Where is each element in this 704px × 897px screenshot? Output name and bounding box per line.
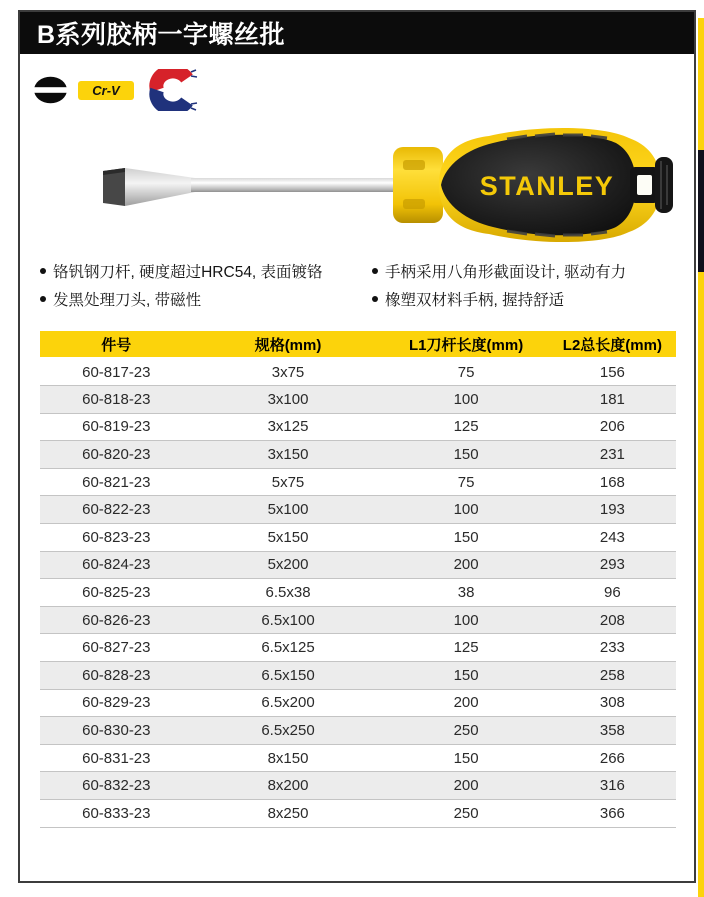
table-row [40, 441, 676, 469]
screwdriver-illustration [95, 115, 675, 253]
value-cell: 233 [549, 634, 676, 662]
feature-text: 橡塑双材料手柄, 握持舒适 [385, 292, 565, 309]
part-number-cell: 60-826-23 [40, 606, 193, 634]
brand-text: STANLEY [479, 171, 615, 201]
table-row [40, 524, 676, 552]
part-number-cell: 60-821-23 [40, 468, 193, 496]
feature-item-left-1 [40, 259, 372, 287]
value-cell: 208 [549, 606, 676, 634]
value-cell: 231 [549, 441, 676, 469]
value-cell: 125 [383, 413, 548, 441]
certification-icons-row [33, 70, 200, 110]
table-row [40, 551, 676, 579]
value-cell: 181 [549, 386, 676, 414]
value-cell: 6.5x38 [193, 579, 384, 607]
value-cell: 200 [383, 689, 548, 717]
value-cell: 308 [549, 689, 676, 717]
value-cell: 266 [549, 744, 676, 772]
crv-badge-label: Cr-V [92, 82, 120, 98]
value-cell: 100 [383, 496, 548, 524]
spec-column-header-2: 规格(mm) [193, 331, 384, 358]
part-number-cell: 60-832-23 [40, 772, 193, 800]
value-cell: 8x250 [193, 800, 384, 828]
value-cell: 258 [549, 662, 676, 690]
part-number-cell: 60-817-23 [40, 358, 193, 386]
value-cell: 3x75 [193, 358, 384, 386]
part-number-cell: 60-833-23 [40, 800, 193, 828]
page-edge-stripe [698, 18, 704, 897]
part-number-cell: 60-829-23 [40, 689, 193, 717]
value-cell: 150 [383, 441, 548, 469]
value-cell: 75 [383, 358, 548, 386]
part-number-cell: 60-822-23 [40, 496, 193, 524]
feature-text: 铬钒钢刀杆, 硬度超过HRC54, 表面镀铬 [53, 264, 323, 281]
table-row [40, 606, 676, 634]
table-row [40, 662, 676, 690]
value-cell: 316 [549, 772, 676, 800]
value-cell: 150 [383, 662, 548, 690]
value-cell: 250 [383, 717, 548, 745]
value-cell: 5x75 [193, 468, 384, 496]
screwdriver-collar [393, 147, 443, 223]
value-cell: 206 [549, 413, 676, 441]
value-cell: 150 [383, 524, 548, 552]
value-cell: 100 [383, 386, 548, 414]
value-cell: 6.5x100 [193, 606, 384, 634]
feature-list [40, 259, 680, 315]
spec-table [40, 331, 676, 828]
bullet-icon [372, 268, 378, 274]
part-number-cell: 60-819-23 [40, 413, 193, 441]
table-row [40, 744, 676, 772]
value-cell: 75 [383, 468, 548, 496]
spec-column-header-4: L2总长度(mm) [549, 331, 676, 358]
title-bar [20, 12, 694, 54]
bullet-icon [372, 296, 378, 302]
table-row [40, 800, 676, 828]
part-number-cell: 60-824-23 [40, 551, 193, 579]
value-cell: 3x125 [193, 413, 384, 441]
part-number-cell: 60-818-23 [40, 386, 193, 414]
value-cell: 3x150 [193, 441, 384, 469]
part-number-cell: 60-830-23 [40, 717, 193, 745]
screwdriver-shaft [191, 178, 401, 192]
value-cell: 6.5x125 [193, 634, 384, 662]
value-cell: 125 [383, 634, 548, 662]
value-cell: 8x150 [193, 744, 384, 772]
value-cell: 243 [549, 524, 676, 552]
value-cell: 193 [549, 496, 676, 524]
value-cell: 156 [549, 358, 676, 386]
table-row [40, 579, 676, 607]
bullet-icon [40, 268, 46, 274]
part-number-cell: 60-825-23 [40, 579, 193, 607]
screwdriver-blade [125, 168, 195, 206]
page-edge-stripe-black-segment [698, 150, 704, 272]
value-cell: 6.5x200 [193, 689, 384, 717]
part-number-cell: 60-828-23 [40, 662, 193, 690]
table-row [40, 386, 676, 414]
value-cell: 150 [383, 744, 548, 772]
slotted-tip-icon [33, 76, 68, 104]
page-title: B系列胶柄一字螺丝批 [37, 21, 286, 49]
table-row [40, 358, 676, 386]
feature-column-left [40, 259, 372, 315]
value-cell: 168 [549, 468, 676, 496]
crv-badge [78, 81, 134, 100]
part-number-cell: 60-820-23 [40, 441, 193, 469]
catalog-panel [18, 10, 696, 883]
spec-table-header [40, 331, 676, 358]
value-cell: 5x150 [193, 524, 384, 552]
table-row [40, 496, 676, 524]
feature-text: 发黑处理刀头, 带磁性 [53, 292, 202, 309]
feature-text: 手柄采用八角形截面设计, 驱动有力 [385, 264, 627, 281]
part-number-cell: 60-827-23 [40, 634, 193, 662]
table-row [40, 717, 676, 745]
feature-column-right [372, 259, 680, 315]
value-cell: 6.5x250 [193, 717, 384, 745]
value-cell: 38 [383, 579, 548, 607]
table-row [40, 413, 676, 441]
value-cell: 250 [383, 800, 548, 828]
value-cell: 293 [549, 551, 676, 579]
feature-item-right-2 [372, 287, 680, 315]
bullet-icon [40, 296, 46, 302]
product-image [95, 115, 675, 253]
value-cell: 6.5x150 [193, 662, 384, 690]
table-row [40, 468, 676, 496]
value-cell: 5x100 [193, 496, 384, 524]
feature-item-left-2 [40, 287, 372, 315]
spec-column-header-1: 件号 [40, 331, 193, 358]
spec-column-header-3: L1刀杆长度(mm) [383, 331, 548, 358]
magnet-icon [144, 69, 200, 111]
handle-end-cap [655, 157, 673, 213]
hang-hole [637, 175, 652, 195]
magnet-spark-marks [191, 70, 197, 110]
value-cell: 8x200 [193, 772, 384, 800]
value-cell: 200 [383, 772, 548, 800]
part-number-cell: 60-831-23 [40, 744, 193, 772]
value-cell: 5x200 [193, 551, 384, 579]
table-row [40, 634, 676, 662]
part-number-cell: 60-823-23 [40, 524, 193, 552]
value-cell: 358 [549, 717, 676, 745]
feature-item-right-1 [372, 259, 680, 287]
table-row [40, 772, 676, 800]
value-cell: 3x100 [193, 386, 384, 414]
value-cell: 96 [549, 579, 676, 607]
table-row [40, 689, 676, 717]
value-cell: 100 [383, 606, 548, 634]
value-cell: 366 [549, 800, 676, 828]
value-cell: 200 [383, 551, 548, 579]
